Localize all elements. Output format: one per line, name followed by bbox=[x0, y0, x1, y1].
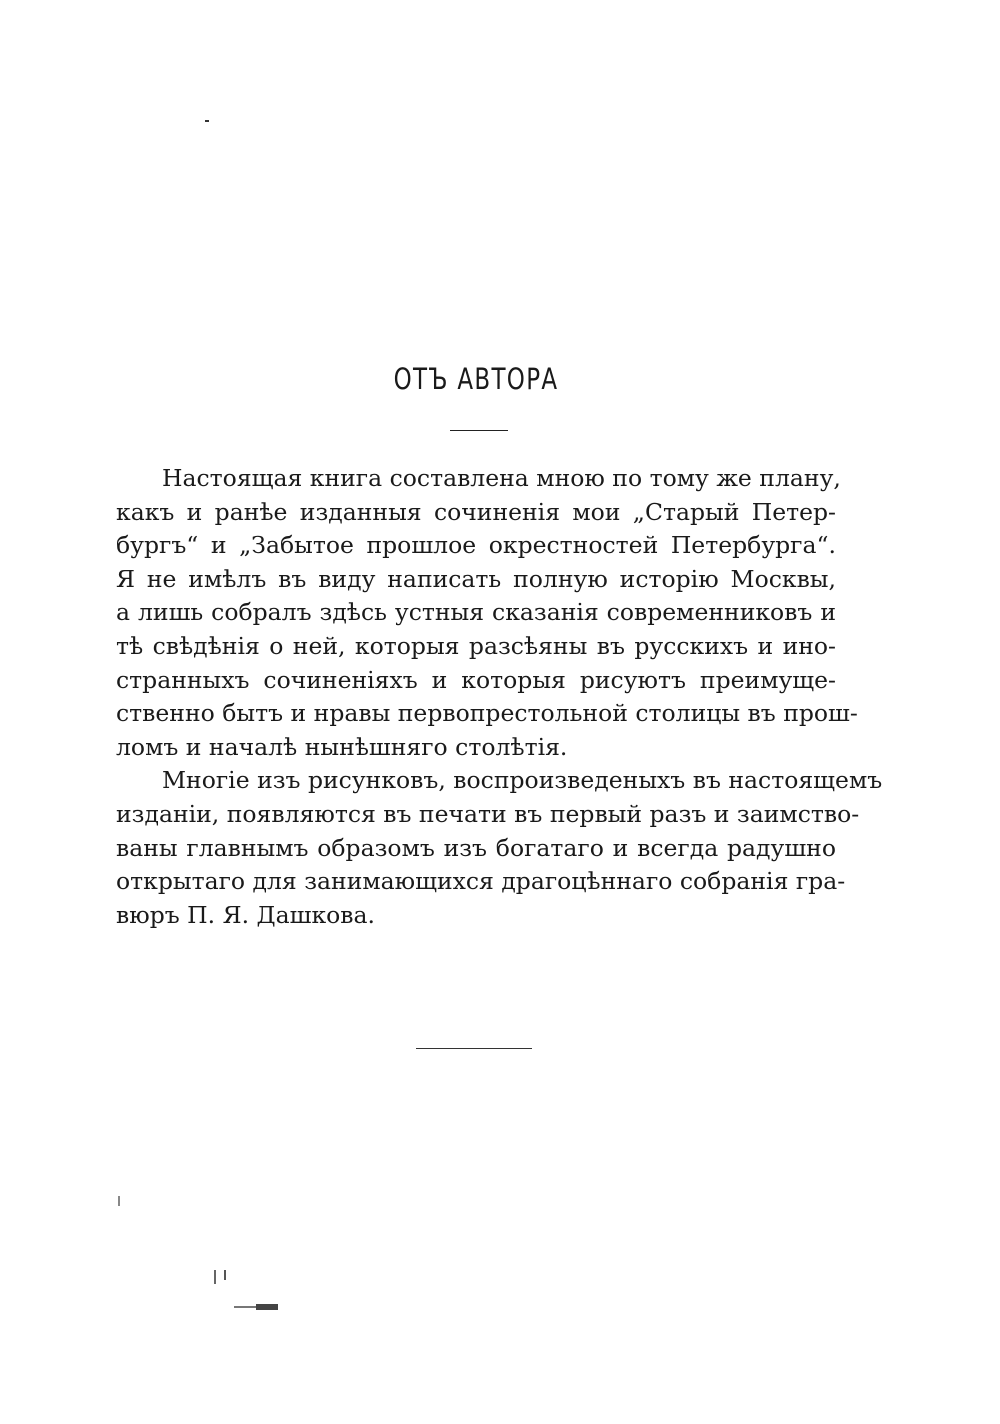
text-line: Настоящая книга составлена мною по тому же плану, bbox=[162, 464, 841, 492]
text-line: открытаго для занимающихся драгоцѣннаго собранія гра- bbox=[116, 867, 846, 896]
preface-text bbox=[116, 462, 883, 932]
text-line: Многіе изъ рисунковъ, воспроизведеныхъ въ настоящемъ bbox=[162, 766, 883, 795]
closing-divider bbox=[416, 1048, 532, 1049]
ink-speck bbox=[118, 1196, 120, 1206]
text-line: а лишь собралъ здѣсь устныя сказанія современниковъ и bbox=[116, 598, 836, 627]
text-line: ломъ и началѣ нынѣшняго столѣтія. bbox=[116, 732, 568, 761]
ink-speck bbox=[256, 1304, 278, 1310]
paragraph-1 bbox=[116, 462, 858, 764]
text-line: тѣ свѣдѣнія о ней, которыя разсѣяны въ русскихъ и ино- bbox=[116, 631, 836, 660]
text-line: изданіи, появляются въ печати въ первый разъ и заимство- bbox=[116, 799, 860, 828]
ink-speck bbox=[224, 1270, 226, 1280]
ink-speck bbox=[214, 1270, 216, 1284]
ink-speck bbox=[205, 120, 209, 122]
text-line: какъ и ранѣе изданныя сочиненія мои „Старый Петер- bbox=[116, 497, 836, 526]
text-line: ваны главнымъ образомъ изъ богатаго и всегда радушно bbox=[116, 833, 836, 862]
text-line: странныхъ сочиненіяхъ и которыя рисуютъ преимуще- bbox=[116, 665, 836, 694]
text-line: Я не имѣлъ въ виду написать полную исторію Москвы, bbox=[116, 564, 836, 593]
paragraph-2 bbox=[116, 764, 883, 932]
title-divider bbox=[450, 430, 508, 431]
text-line: вюръ П. Я. Дашкова. bbox=[116, 900, 376, 929]
page-title: ОТЪ АВТОРА bbox=[393, 362, 559, 396]
ink-speck bbox=[234, 1306, 256, 1308]
text-line: ственно бытъ и нравы первопрестольной столицы въ прош- bbox=[116, 699, 858, 728]
text-line: бургъ“ и „Забытое прошлое окрестностей Петербурга“. bbox=[116, 531, 836, 560]
